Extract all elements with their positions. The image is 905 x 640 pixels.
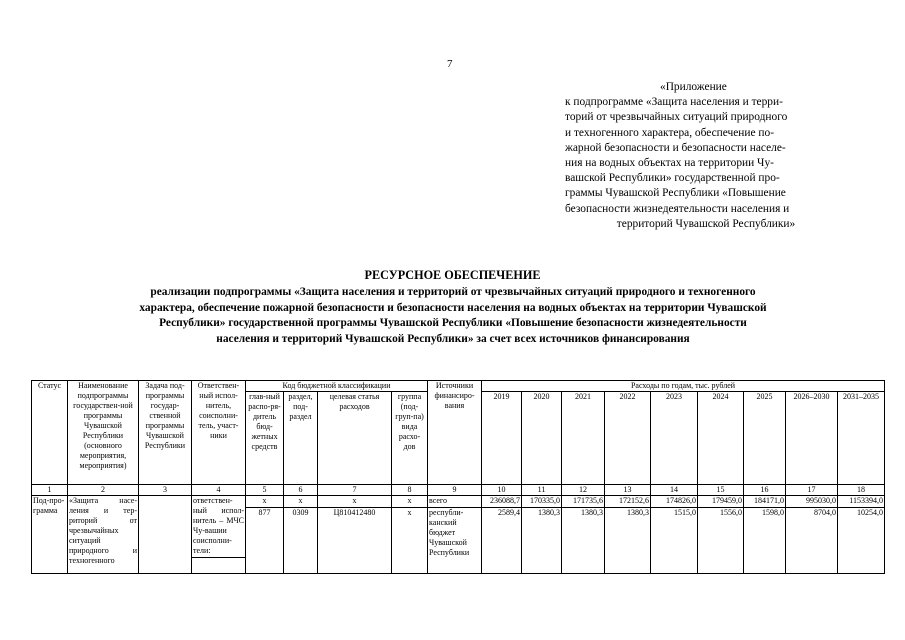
- subtitle-line: населения и территорий Чувашской Республики» за счет всех источников финансирования: [216, 332, 690, 345]
- column-number: 8: [392, 485, 428, 496]
- column-number: 17: [786, 485, 838, 496]
- empty-cell: [392, 558, 428, 574]
- column-number: 3: [139, 485, 192, 496]
- appendix-line: к подпрограмме «Защита населения и терри-: [565, 96, 783, 109]
- row-responsible-cont: [192, 558, 246, 574]
- empty-cell: [744, 558, 786, 574]
- header-section: раздел, под-раздел: [284, 392, 318, 485]
- row-gr: х: [246, 496, 284, 508]
- row-value: 10254,0: [838, 508, 885, 558]
- header-task: Задача под-программы государ-ственной программы Чувашской Республики: [139, 381, 192, 485]
- header-year: 2023: [651, 392, 698, 485]
- row-value: 1380,3: [562, 508, 605, 558]
- row-value: 236088,7: [482, 496, 522, 508]
- column-number: 1: [32, 485, 68, 496]
- header-status: Статус: [32, 381, 68, 485]
- empty-cell: [318, 558, 392, 574]
- appendix-line: торий от чрезвычайных ситуаций природного: [565, 111, 788, 124]
- row-value: 171735,6: [562, 496, 605, 508]
- row-target: х: [318, 496, 392, 508]
- row-section: х: [284, 496, 318, 508]
- row-section: 0309: [284, 508, 318, 558]
- header-gr: глав-ный распо-ря-дитель бюд-жетных средств: [246, 392, 284, 485]
- column-number: 10: [482, 485, 522, 496]
- row-value: 1556,0: [698, 508, 744, 558]
- row-value: 1380,3: [522, 508, 562, 558]
- header-group: группа (под-груп-па) вида расхо-дов: [392, 392, 428, 485]
- header-year: 2022: [605, 392, 651, 485]
- column-number: 13: [605, 485, 651, 496]
- column-number: 11: [522, 485, 562, 496]
- column-number: 7: [318, 485, 392, 496]
- column-number: 16: [744, 485, 786, 496]
- column-number: 15: [698, 485, 744, 496]
- column-number: 6: [284, 485, 318, 496]
- row-value: 1515,0: [651, 508, 698, 558]
- empty-cell: [605, 558, 651, 574]
- header-budget-code: Код бюджетной классификации: [246, 381, 428, 392]
- header-year: 2020: [522, 392, 562, 485]
- header-year: 2024: [698, 392, 744, 485]
- row-responsible: ответствен-ный испол-нитель – МЧС Чу-вашии соисполни-тели:: [192, 496, 246, 558]
- table-row: [32, 496, 885, 508]
- header-year: 2031–2035: [838, 392, 885, 485]
- page-number: 7: [447, 58, 453, 70]
- column-number: 12: [562, 485, 605, 496]
- header-target: целевая статья расходов: [318, 392, 392, 485]
- row-value: 8704,0: [786, 508, 838, 558]
- appendix-line: граммы Чувашской Республики «Повышение: [565, 187, 786, 200]
- row-source: республи-канский бюджет Чувашской Республики: [428, 508, 482, 574]
- resource-table: [31, 380, 885, 574]
- empty-cell: [698, 558, 744, 574]
- row-value: 172152,6: [605, 496, 651, 508]
- row-gr: 877: [246, 508, 284, 558]
- subtitle-line: реализации подпрограммы «Защита населения и территорий от чрезвычайных ситуаций природного и техногенного: [150, 286, 756, 298]
- appendix-line: безопасности жизнедеятельности населения и: [565, 202, 790, 215]
- header-expenses: Расходы по годам, тыс. рублей: [482, 381, 885, 392]
- subtitle-line: Республики» государственной программы Чувашской Республики «Повышение безопасности жизнедеятельности: [159, 317, 747, 329]
- column-number: 9: [428, 485, 482, 496]
- row-value: 170335,0: [522, 496, 562, 508]
- empty-cell: [562, 558, 605, 574]
- row-value: 179459,0: [698, 496, 744, 508]
- row-value: 1153394,0: [838, 496, 885, 508]
- empty-cell: [651, 558, 698, 574]
- empty-cell: [838, 558, 885, 574]
- header-year: 2026–2030: [786, 392, 838, 485]
- document-title: РЕСУРСНОЕ ОБЕСПЕЧЕНИЕ: [364, 268, 541, 282]
- row-group: х: [392, 508, 428, 558]
- row-task: [139, 496, 192, 574]
- column-number: 2: [68, 485, 139, 496]
- row-status: Под-про-грамма: [32, 496, 68, 574]
- appendix-line: территорий Чувашской Республики»: [616, 217, 796, 230]
- row-group: х: [392, 496, 428, 508]
- appendix-line: вашской Республики» государственной про-: [565, 172, 780, 185]
- row-name: «Защита насе-ления и тер-риторий от чрезвычайных ситуаций природного и техногенного: [68, 496, 139, 574]
- column-number: 18: [838, 485, 885, 496]
- empty-cell: [482, 558, 522, 574]
- empty-cell: [246, 558, 284, 574]
- header-year: 2025: [744, 392, 786, 485]
- empty-cell: [522, 558, 562, 574]
- header-name: Наименование подпрограммы государствен-ной программы Чувашской Республики (основного мероприятия, мероприятия): [68, 381, 139, 485]
- column-number: 5: [246, 485, 284, 496]
- row-value: 174826,0: [651, 496, 698, 508]
- row-value: 184171,0: [744, 496, 786, 508]
- column-number: 14: [651, 485, 698, 496]
- header-year: 2021: [562, 392, 605, 485]
- subtitle-line: характера, обеспечение пожарной безопасности и безопасности населения на водных объектах на территории Чувашской: [139, 301, 767, 314]
- document-subtitle: [48, 285, 858, 347]
- row-value: 995030,0: [786, 496, 838, 508]
- row-value: 1380,3: [605, 508, 651, 558]
- header-year: 2019: [482, 392, 522, 485]
- row-value: 2589,4: [482, 508, 522, 558]
- appendix-line: и техногенного характера, обеспечение по-: [565, 126, 774, 139]
- column-number-row: [32, 485, 885, 496]
- header-sources: Источники финансиро-вания: [428, 381, 482, 485]
- header-row-1: [32, 381, 885, 392]
- empty-cell: [284, 558, 318, 574]
- header-responsible: Ответствен-ный испол-нитель, соисполни-тель, участ-ники: [192, 381, 246, 485]
- row-target: Ц810412480: [318, 508, 392, 558]
- column-number: 4: [192, 485, 246, 496]
- appendix-line: «Приложение: [660, 81, 727, 93]
- row-source: всего: [428, 496, 482, 508]
- appendix-note: [565, 80, 847, 232]
- appendix-line: ния на водных объектах на территории Чу-: [565, 157, 774, 170]
- row-value: 1598,0: [744, 508, 786, 558]
- appendix-line: жарной безопасности и безопасности населе-: [565, 141, 786, 154]
- empty-cell: [786, 558, 838, 574]
